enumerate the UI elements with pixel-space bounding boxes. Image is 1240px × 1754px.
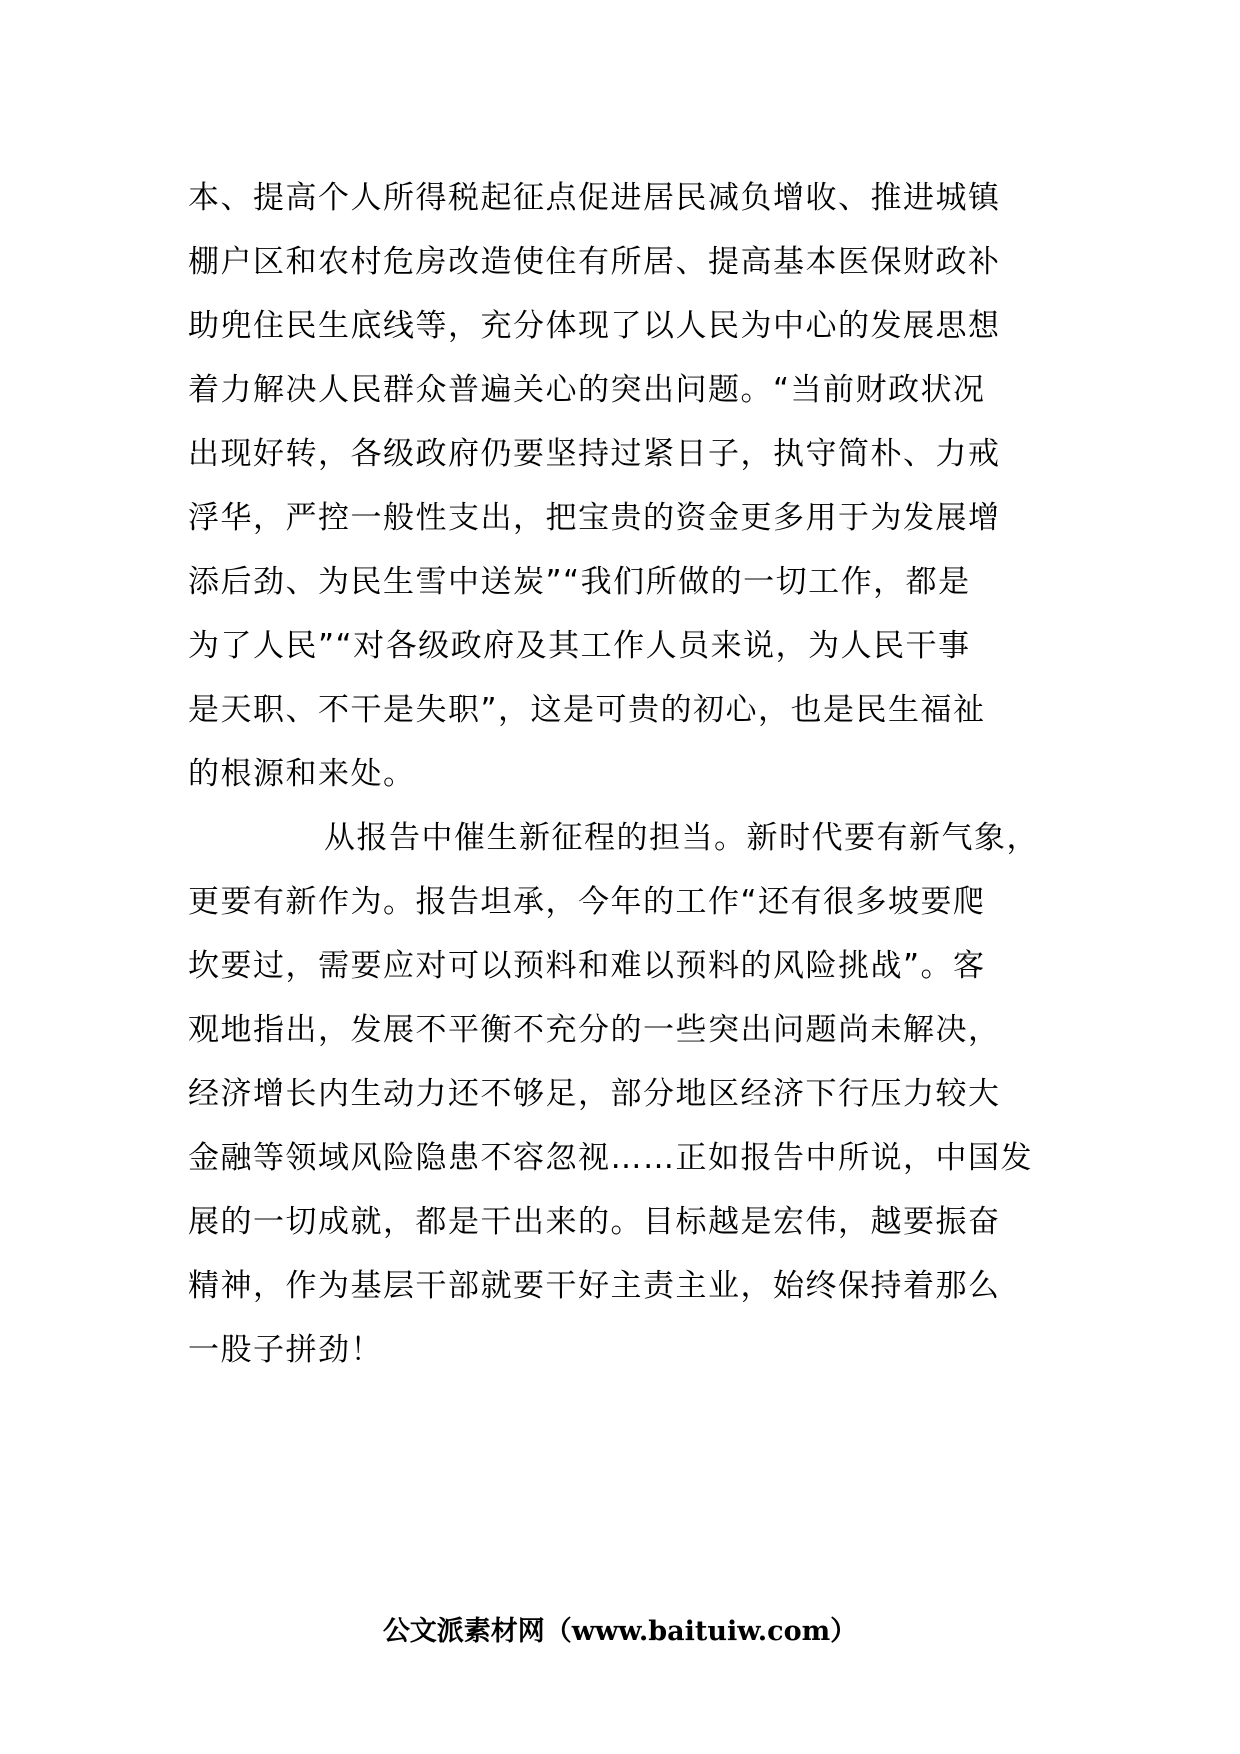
text-line: 展的一切成就，都是干出来的。目标越是宏伟，越要振奋 bbox=[188, 1204, 1001, 1240]
text-line: 浮华，严控一般性支出，把宝贵的资金更多用于为发展增 bbox=[188, 500, 1001, 536]
text-line: 的根源和来处。 bbox=[188, 756, 416, 792]
text-line: 为了人民”“对各级政府及其工作人员来说，为人民干事 bbox=[188, 628, 971, 664]
text-line: 金融等领域风险隐患不容忽视……正如报告中所说，中国发 bbox=[188, 1140, 1033, 1176]
paragraph-first-line: 从报告中催生新征程的担当。新时代要有新气象， bbox=[324, 820, 1039, 856]
text-line: 着力解决人民群众普遍关心的突出问题。“当前财政状况 bbox=[188, 372, 986, 408]
text-line: 观地指出，发展不平衡不充分的一些突出问题尚未解决， bbox=[188, 1012, 1001, 1048]
text-line: 经济增长内生动力还不够足，部分地区经济下行压力较大 bbox=[188, 1076, 1001, 1112]
text-line: 本、提高个人所得税起征点促进居民减负增收、推进城镇 bbox=[188, 180, 1001, 216]
text-line: 棚户区和农村危房改造使住有所居、提高基本医保财政补 bbox=[188, 244, 1001, 280]
text-line: 精神，作为基层干部就要干好主责主业，始终保持着那么 bbox=[188, 1268, 1001, 1304]
text-line: 一股子拼劲！ bbox=[188, 1332, 383, 1368]
footer-source: 公文派素材网（www.baituiw.com） bbox=[382, 1616, 858, 1647]
text-line: 坎要过，需要应对可以预料和难以预料的风险挑战”。客 bbox=[188, 948, 986, 984]
text-line: 添后劲、为民生雪中送炭”“我们所做的一切工作，都是 bbox=[188, 564, 971, 600]
text-line: 是天职、不干是失职”，这是可贵的初心，也是民生福祉 bbox=[188, 692, 986, 728]
text-line: 助兜住民生底线等，充分体现了以人民为中心的发展思想 bbox=[188, 308, 1001, 344]
body-text bbox=[188, 166, 1088, 1382]
text-line: 更要有新作为。报告坦承，今年的工作“还有很多坡要爬 bbox=[188, 884, 986, 920]
text-line: 出现好转，各级政府仍要坚持过紧日子，执守简朴、力戒 bbox=[188, 436, 1001, 472]
